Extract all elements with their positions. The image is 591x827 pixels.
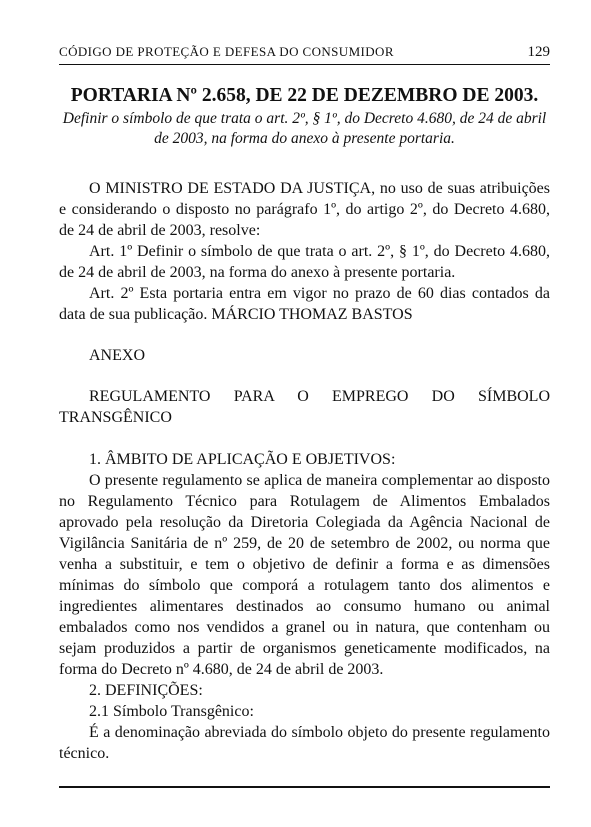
spacer — [59, 325, 550, 345]
section-2-1-text: É a denominação abreviada do símbolo objeto do presente regulamento técnico. — [59, 724, 550, 762]
footer-rule — [59, 786, 550, 788]
regulation-heading: REGULAMENTO PARA O EMPREGO DO SÍMBOLO TRANSGÊNICO — [59, 388, 550, 426]
document-title: PORTARIA Nº 2.658, DE 22 DE DEZEMBRO DE 2003. — [70, 85, 539, 106]
article-1: Art. 1º Definir o símbolo de que trata o art. 2º, § 1º, do Decreto 4.680, de 24 de abril de 2003, na forma do anexo à presente portaria. — [59, 243, 550, 281]
page-number: 129 — [527, 44, 550, 60]
spacer — [59, 366, 550, 386]
section-2-heading: 2. DEFINIÇÕES: — [89, 682, 203, 699]
header-rule — [59, 64, 550, 65]
intro-paragraph: O MINISTRO DE ESTADO DA JUSTIÇA, no uso de suas atribuições e considerando o disposto no parágrafo 1º, do artigo 2º, do Decreto 4.680, de 24 de abril de 2003, resolve: — [59, 180, 550, 239]
annex-heading: ANEXO — [89, 347, 145, 364]
document-body — [59, 178, 550, 764]
page-header — [59, 44, 550, 64]
section-2-1-heading: 2.1 Símbolo Transgênico: — [89, 703, 254, 720]
section-1-text: O presente regulamento se aplica de maneira complementar ao disposto no Regulamento Técnico para Rotulagem de Alimentos Embalados aprovado pela resolução da Diretoria Colegiada da Agência Nacional de Vigilância Sanitária de nº 259, de 20 de setembro de 2002, ou norma que venha a substituir, e tem o objetivo de definir a forma e as dimensões mínimas do símbolo que comporá a rotulagem tanto dos alimentos e ingredientes alimentares destinados ao consumo humano ou animal embalados como nos vendidos a granel ou in natura, que contenham ou sejam produzidos a partir de organismos geneticamente modificados, na forma do Decreto nº 4.680, de 24 de abril de 2003. — [59, 472, 550, 678]
running-title: CÓDIGO DE PROTEÇÃO E DEFESA DO CONSUMIDOR — [59, 44, 394, 59]
section-1-heading: 1. ÂMBITO DE APLICAÇÃO E OBJETIVOS: — [89, 451, 396, 468]
document-subtitle: Definir o símbolo de que trata o art. 2º, § 1º, do Decreto 4.680, de 24 de abril de 2003, na forma do anexo à presente portaria. — [62, 110, 547, 147]
article-2: Art. 2º Esta portaria entra em vigor no prazo de 60 dias contados da data de sua publicação. MÁRCIO THOMAZ BASTOS — [59, 285, 550, 323]
spacer — [59, 428, 550, 449]
